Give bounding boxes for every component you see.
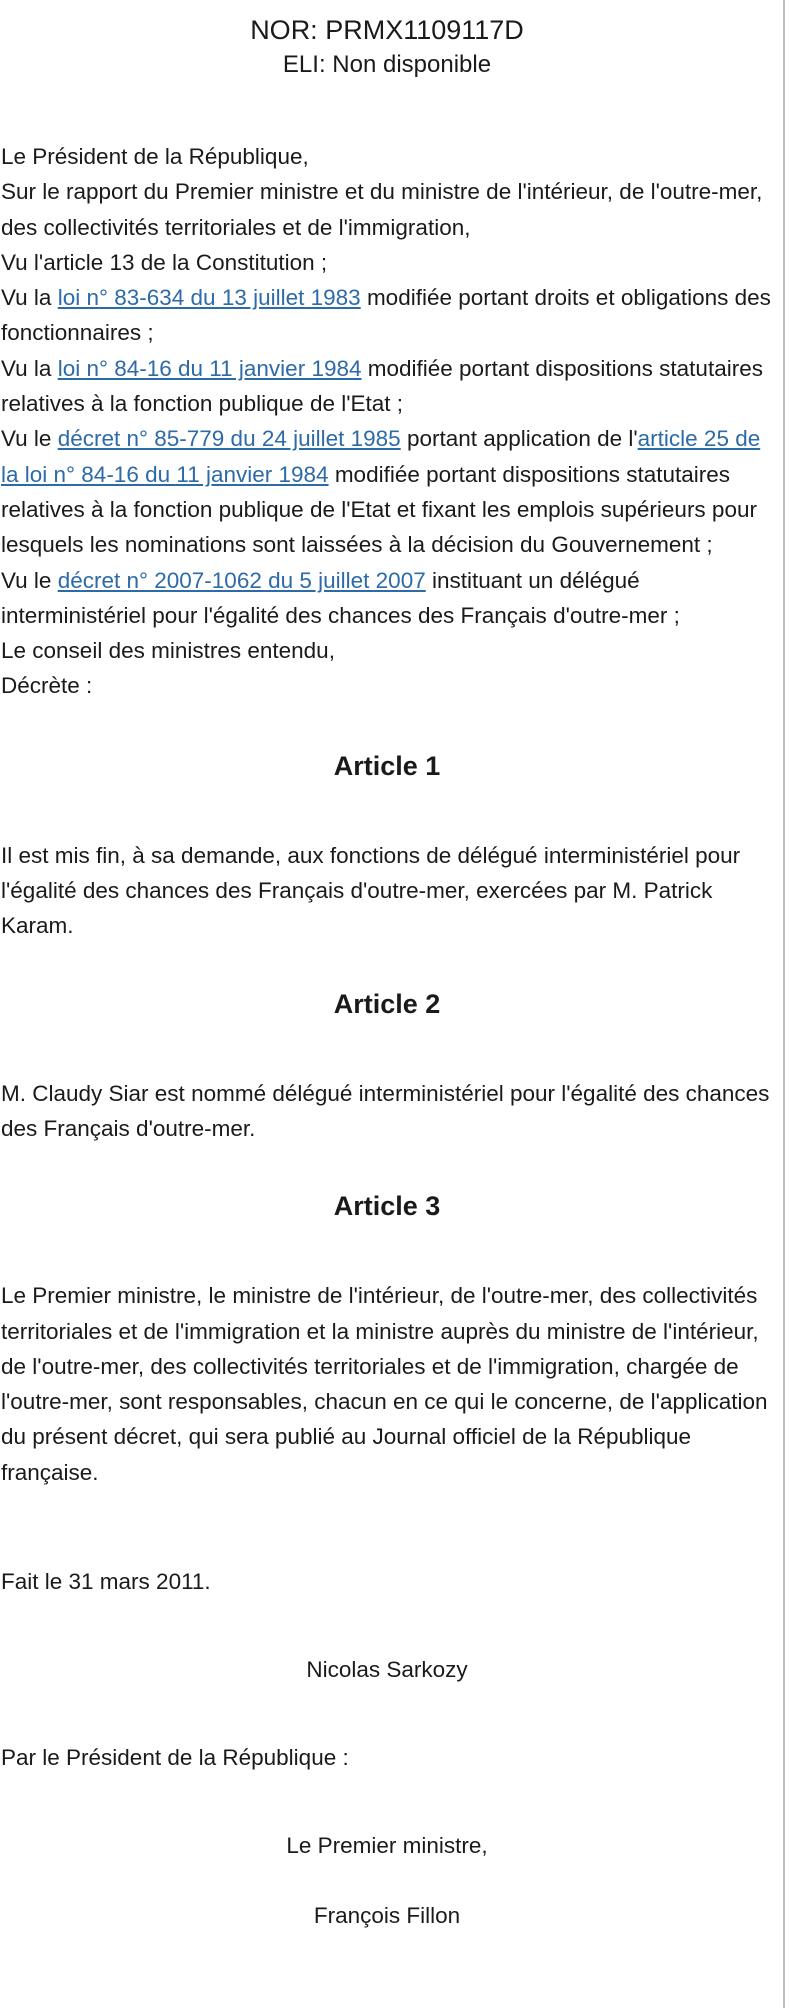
- article-1-title: Article 1: [333, 750, 441, 781]
- decree-document: [1, 0, 773, 1933]
- signature-date: Fait le 31 mars 2011.: [1, 1569, 211, 1595]
- visa-conseil: Le conseil des ministres entendu,: [1, 638, 335, 664]
- visa-constitution: Vu l'article 13 de la Constitution ;: [1, 249, 328, 275]
- visa-decret-85-779: [1, 421, 773, 562]
- visa-suffix: modifiée portant droits et obligations des fonctionnaires ;: [1, 285, 771, 346]
- article-2-title: Article 2: [333, 988, 441, 1019]
- visa-decret-2007-1062: [1, 563, 773, 634]
- article-1-body: Il est mis fin, à sa demande, aux fonctions de délégué interministériel pour l'égalité des chances des Français d'outre-mer, exercées par M. Patrick Karam.: [1, 842, 741, 939]
- countersign-name: François Fillon: [313, 1903, 461, 1929]
- eli-identifier: ELI: Non disponible: [282, 51, 492, 78]
- visa-loi-83-634: [1, 280, 773, 351]
- visa-intro: Le Président de la République,: [1, 144, 309, 169]
- visa-suffix: modifiée portant dispositions statutaires relatives à la fonction publique de l'Etat ;: [1, 355, 763, 417]
- visa-rapport: Sur le rapport du Premier ministre et du ministre de l'intérieur, de l'outre-mer, des collectivités territoriales et de l'immigration,: [1, 179, 763, 240]
- visa-prefix: Vu la: [1, 355, 58, 381]
- link-decret-2007-1062[interactable]: décret n° 2007-1062 du 5 juillet 2007: [57, 567, 426, 593]
- link-decret-85-779[interactable]: décret n° 85-779 du 24 juillet 1985: [57, 426, 401, 452]
- countersign-intro: Par le Président de la République :: [1, 1745, 349, 1771]
- article-2-body: M. Claudy Siar est nommé délégué interministériel pour l'égalité des chances des Français d'outre-mer.: [1, 1080, 770, 1141]
- countersign-title: Le Premier ministre,: [286, 1833, 488, 1859]
- visas-section: [1, 139, 773, 704]
- signatory-president: Nicolas Sarkozy: [306, 1657, 468, 1683]
- article-3-title: Article 3: [333, 1191, 441, 1222]
- nor-identifier: NOR: PRMX1109117D: [250, 15, 524, 45]
- visa-suffix: instituant un délégué interministériel pour l'égalité des chances des Français d'outre-mer ;: [1, 567, 680, 628]
- page-right-border: [783, 0, 785, 2008]
- article-3-body: Le Premier ministre, le ministre de l'intérieur, de l'outre-mer, des collectivités territoriales et de l'immigration et la ministre auprès du ministre de l'intérieur, de l'outre-mer, des collectivités territoriales et de l'immigration, chargée de l'outre-mer, sont responsables, chacun en ce qui le concerne, de l'application du présent décret, qui sera publié au Journal officiel de la République française.: [1, 1283, 768, 1485]
- visa-prefix: Vu la: [1, 285, 58, 311]
- link-article-25-loi-84-16[interactable]: article 25 de la loi n° 84-16 du 11 janvier 1984: [1, 426, 761, 487]
- document-header: [1, 0, 773, 82]
- visa-middle: portant application de l': [400, 426, 638, 452]
- visa-loi-84-16: [1, 351, 773, 422]
- link-loi-84-16[interactable]: loi n° 84-16 du 11 janvier 1984: [57, 355, 362, 381]
- visa-decrete: Décrète :: [1, 673, 93, 699]
- visa-prefix: Vu le: [1, 426, 58, 452]
- visa-suffix: modifiée portant dispositions statutaires relatives à la fonction publique de l'Etat et fixant les emplois supérieurs pour lesquels les nominations sont laissées à la décision du Gouvernement ;: [1, 461, 757, 558]
- visa-prefix: Vu le: [1, 567, 58, 593]
- link-loi-83-634[interactable]: loi n° 83-634 du 13 juillet 1983: [57, 285, 361, 311]
